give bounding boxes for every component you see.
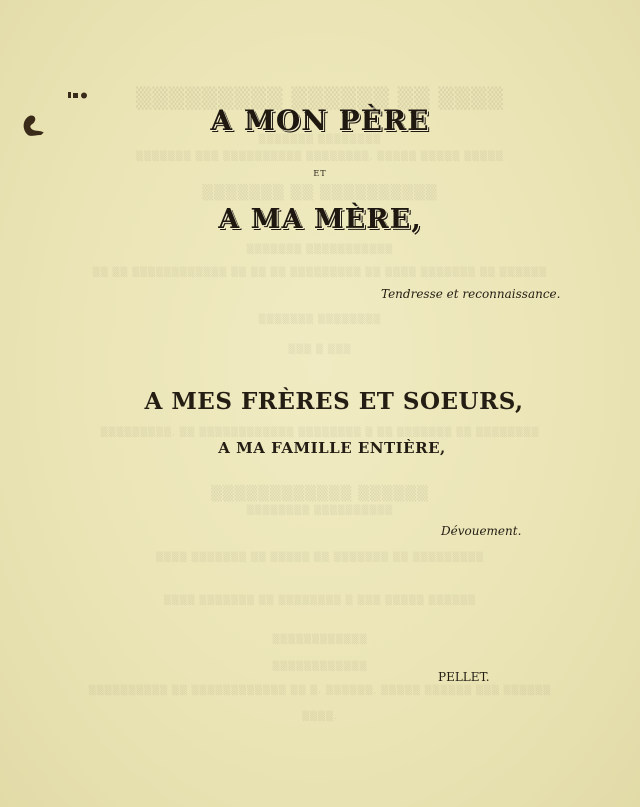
- bleed-through-title: ▒▒▒▒▒▒▒▒▒ ▒▒▒▒▒▒ ▒▒ ▒▒▒▒: [136, 86, 504, 110]
- bleed-through-line: ▒▒▒▒▒▒▒▒▒, ▒▒ ▒▒▒▒▒▒▒▒▒▒▒▒ ▒▒▒▒▒▒▒▒ ▒ ▒▒ ▒▒▒▒▒▒▒ ▒▒ ▒▒▒▒▒▒▒▒: [100, 428, 540, 438]
- bleed-through-line: ▒▒▒▒▒▒▒ ▒▒▒▒▒▒▒▒: [258, 315, 382, 325]
- dedication-family: A MA FAMILLE ENTIÈRE,: [218, 439, 446, 457]
- bleed-through-line: ▒▒▒▒.: [302, 712, 338, 722]
- margin-printer-mark: [68, 90, 90, 102]
- bleed-through-line: ▒▒▒▒▒▒▒ ▒▒▒▒▒▒▒▒▒▒▒: [246, 245, 394, 255]
- bleed-through-line: ▒▒▒▒▒▒▒▒▒▒▒▒: [272, 662, 368, 672]
- bleed-through-line: ▒▒▒▒▒▒▒▒▒▒▒▒: [272, 635, 368, 645]
- bleed-through-line: ▒▒▒▒▒▒▒▒ ▒▒▒▒▒▒▒▒▒▒: [246, 506, 394, 516]
- author-signature: PELLET.: [438, 670, 490, 684]
- bleed-through-line: ▒▒▒▒▒▒▒ ▒▒▒ ▒▒▒▒▒▒▒▒▒▒ ▒▒▒▒▒▒▒▒, ▒▒▒▒▒ ▒▒▒▒▒ ▒▒▒▒▒: [136, 152, 504, 162]
- sentiment-family: Dévouement.: [441, 524, 522, 538]
- bleed-through-line: ▒▒▒ ▒ ▒▒▒: [288, 345, 352, 355]
- dedication-siblings: A MES FRÈRES ET SOEURS,: [144, 388, 524, 415]
- bleed-through-line: ▒▒▒▒▒▒▒▒▒▒ ▒▒ ▒▒▒▒▒▒▒▒▒▒▒▒ ▒▒ ▒. ▒▒▒▒▒▒, ▒▒▒▒▒ ▒▒▒▒▒▒ ▒▒▒ ▒▒▒▒▒▒: [88, 686, 552, 696]
- bleed-through-line: ▒▒▒▒▒▒▒▒▒▒▒▒ ▒▒▒▒▒▒: [211, 486, 429, 502]
- dedication-father: A MON PÈRE: [210, 104, 430, 137]
- sentiment-parents: Tendresse et reconnaissance.: [381, 287, 561, 301]
- dedication-mother: A MA MÈRE,: [218, 204, 422, 235]
- bleed-through-line: ▒▒▒▒ ▒▒▒▒▒▒▒ ▒▒ ▒▒▒▒▒▒▒▒ ▒ ▒▒▒ ▒▒▒▒▒ ▒▒▒▒▒▒: [163, 596, 477, 606]
- bleed-through-line: ▒▒ ▒▒ ▒▒▒▒▒▒▒▒▒▒▒▒ ▒▒ ▒▒ ▒▒ ▒▒▒▒▒▒▒▒▒ ▒▒ ▒▒▒▒ ▒▒▒▒▒▒▒ ▒▒ ▒▒▒▒▒▒: [92, 268, 548, 278]
- bleed-through-line: ▒▒▒▒ ▒▒▒▒▒▒▒ ▒▒ ▒▒▒▒▒ ▒▒ ▒▒▒▒▒▒▒ ▒▒ ▒▒▒▒▒▒▒▒▒: [155, 553, 485, 563]
- dedication-conjunction: ET: [313, 169, 327, 178]
- bleed-through-line: ▒▒▒▒▒▒▒ ▒▒ ▒▒▒▒▒▒▒▒▒▒: [202, 185, 438, 201]
- bleed-through-line: ▒▒▒▒▒▒▒ ▒▒▒▒▒▒▒▒: [258, 135, 382, 145]
